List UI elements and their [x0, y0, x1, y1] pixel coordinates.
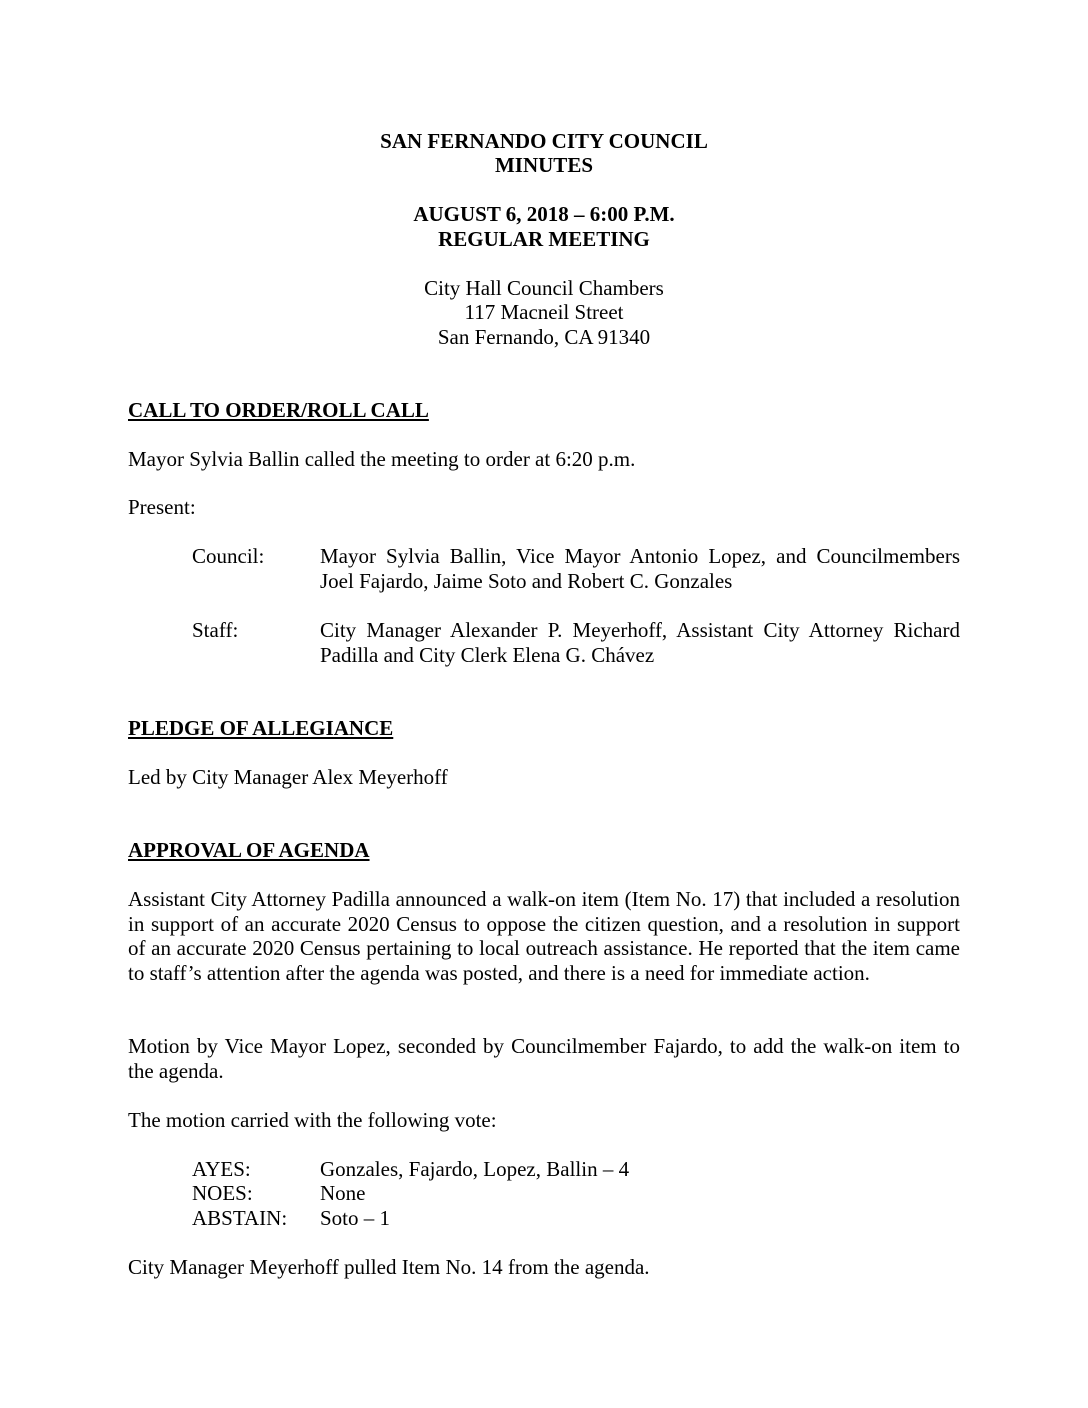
- pledge-text: Led by City Manager Alex Meyerhoff: [128, 765, 448, 789]
- address-line-1: City Hall Council Chambers: [424, 276, 664, 300]
- call-to-order-text: Mayor Sylvia Ballin called the meeting to order at 6:20 p.m.: [128, 447, 636, 471]
- address-line-2: 117 Macneil Street: [464, 300, 624, 324]
- meeting-type: REGULAR MEETING: [438, 227, 650, 251]
- agenda-heading: APPROVAL OF AGENDA: [128, 838, 370, 862]
- present-label: Present:: [128, 495, 196, 519]
- agenda-paragraph-4: City Manager Meyerhoff pulled Item No. 14 from the agenda.: [128, 1255, 650, 1279]
- council-title: SAN FERNANDO CITY COUNCIL: [380, 129, 708, 153]
- vote-value: Gonzales, Fajardo, Lopez, Ballin – 4: [320, 1157, 630, 1181]
- agenda-paragraph-1: Assistant City Attorney Padilla announced a walk-on item (Item No. 17) that included a resolution in support of an accurate 2020 Census to oppose the citizen question, and a resolution in support of an accurate 2020 Census pertaining to local outreach assistance. He reported that the item came to staff’s attention after the agenda was posted, and there is a need for immediate action.: [128, 887, 960, 985]
- vote-label: NOES:: [192, 1181, 253, 1205]
- vote-label: AYES:: [192, 1157, 251, 1181]
- document-type: MINUTES: [494, 153, 594, 177]
- pledge-heading: PLEDGE OF ALLEGIANCE: [128, 716, 394, 740]
- vote-value: None: [320, 1181, 366, 1205]
- call-to-order-heading: CALL TO ORDER/ROLL CALL: [128, 398, 429, 422]
- council-members: Mayor Sylvia Ballin, Vice Mayor Antonio Lopez, and Councilmembers Joel Fajardo, Jaime Soto and Robert C. Gonzales: [320, 544, 960, 593]
- agenda-paragraph-3: The motion carried with the following vote:: [128, 1108, 497, 1132]
- address-line-3: San Fernando, CA 91340: [437, 325, 651, 349]
- staff-members: City Manager Alexander P. Meyerhoff, Assistant City Attorney Richard Padilla and City Clerk Elena G. Chávez: [320, 618, 960, 667]
- agenda-paragraph-2: Motion by Vice Mayor Lopez, seconded by Councilmember Fajardo, to add the walk-on item to the agenda.: [128, 1034, 960, 1083]
- meeting-datetime: AUGUST 6, 2018 – 6:00 P.M.: [413, 202, 675, 226]
- vote-label: ABSTAIN:: [192, 1206, 288, 1230]
- staff-label: Staff:: [192, 618, 239, 642]
- council-label: Council:: [192, 544, 265, 568]
- vote-value: Soto – 1: [320, 1206, 391, 1230]
